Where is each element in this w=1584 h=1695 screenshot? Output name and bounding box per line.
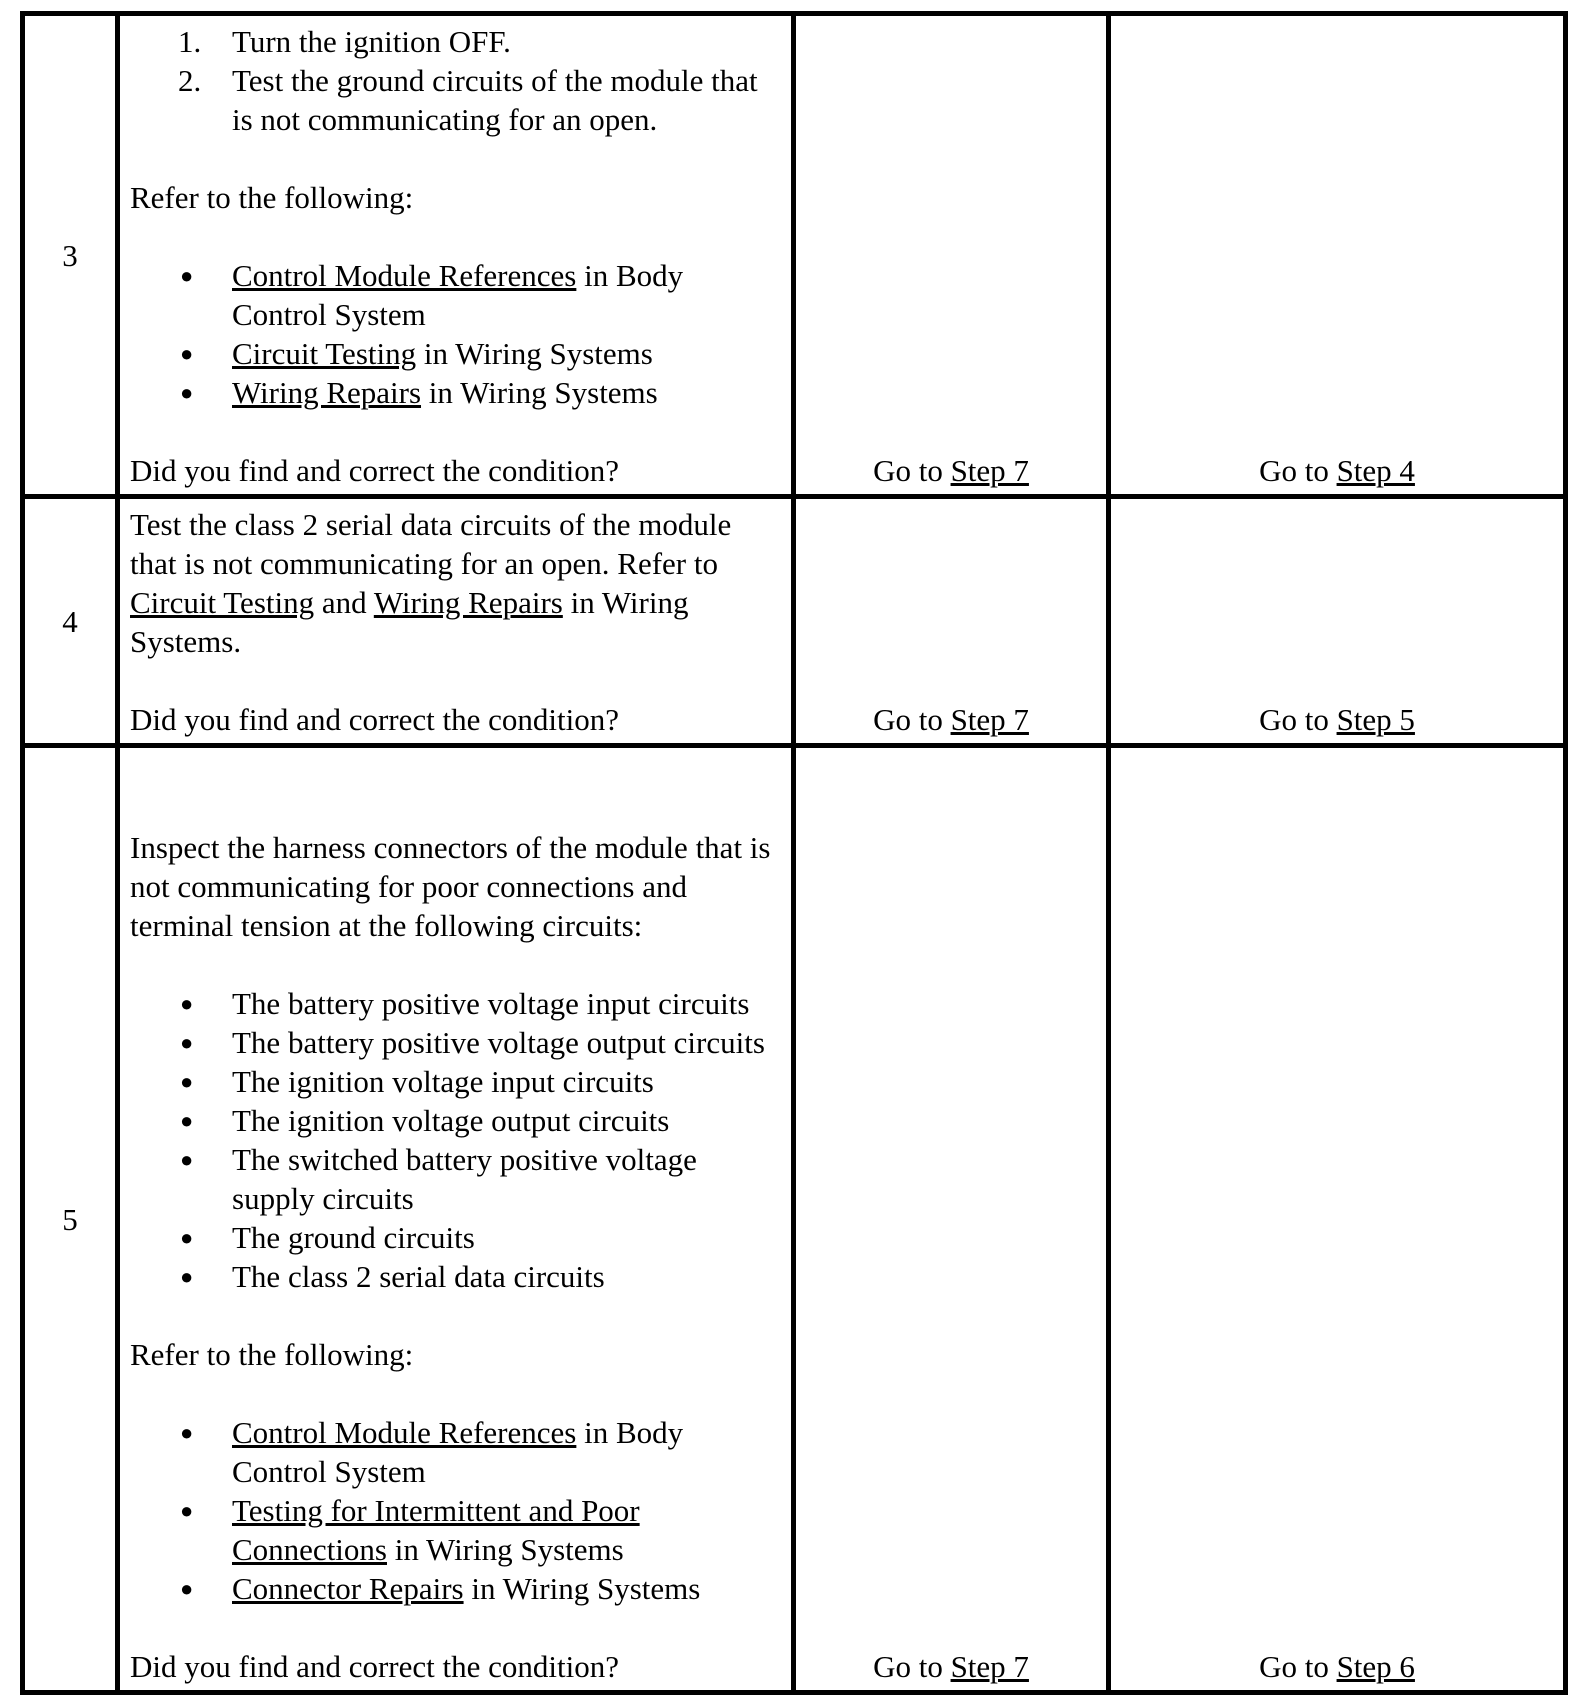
reference-link[interactable]: Wiring Repairs	[232, 375, 422, 410]
list-item: ● The ignition voltage input circuits	[180, 1064, 654, 1099]
reference-link[interactable]: Connector Repairs	[232, 1571, 464, 1606]
yes-result: Go to Step 7	[794, 14, 1109, 497]
list-item: ● Circuit Testing in Wiring Systems	[180, 336, 653, 371]
list-item: ● Wiring Repairs in Wiring Systems	[180, 375, 658, 410]
no-result: Go to Step 6	[1109, 746, 1566, 1693]
list-item: ● The battery positive voltage input circuits	[180, 986, 750, 1021]
yes-result: Go to Step 7	[794, 497, 1109, 746]
question-text: Did you find and correct the condition?	[130, 1649, 619, 1684]
list-item: ● Control Module References in Body Control System	[180, 258, 684, 332]
step-number: 4	[23, 497, 118, 746]
no-result: Go to Step 4	[1109, 14, 1566, 497]
step-action	[118, 497, 794, 746]
yes-result: Go to Step 7	[794, 746, 1109, 1693]
step-link[interactable]: Step 7	[950, 453, 1029, 488]
reference-list	[130, 256, 785, 412]
step-link[interactable]: Step 4	[1336, 453, 1415, 488]
question-text: Did you find and correct the condition?	[130, 453, 619, 488]
step-row-3	[23, 14, 1566, 497]
list-item: ● The ground circuits	[180, 1220, 475, 1255]
step-action	[118, 746, 794, 1693]
list-item: 2. Test the ground circuits of the module that is not communicating for an open.	[178, 63, 758, 137]
step-number: 3	[23, 14, 118, 497]
intro-text: Inspect the harness connectors of the module that is not communicating for poor connections and terminal tension at the following circuits:	[130, 830, 771, 943]
reference-link[interactable]: Wiring Repairs	[373, 585, 563, 620]
list-item: ● The switched battery positive voltage supply circuits	[180, 1142, 697, 1216]
numbered-list	[130, 22, 785, 139]
list-item: 1. Turn the ignition OFF.	[178, 24, 511, 59]
list-item: ● Testing for Intermittent and Poor Connections in Wiring Systems	[180, 1493, 640, 1567]
circuit-list	[130, 984, 785, 1296]
list-item: ● Control Module References in Body Control System	[180, 1415, 684, 1489]
step-link[interactable]: Step 7	[950, 1649, 1029, 1684]
list-item: ● The class 2 serial data circuits	[180, 1259, 605, 1294]
refer-text: Refer to the following:	[130, 180, 414, 215]
reference-link[interactable]: Control Module References	[232, 1415, 577, 1450]
action-text: Test the class 2 serial data circuits of the module that is not communicating for an open. Refer to Circuit Testing and Wiring Repairs in Wiring Systems.	[130, 507, 732, 659]
reference-list	[130, 1413, 785, 1608]
step-link[interactable]: Step 7	[950, 702, 1029, 737]
reference-link[interactable]: Testing for Intermittent and Poor Connections	[232, 1493, 640, 1567]
step-link[interactable]: Step 5	[1336, 702, 1415, 737]
diagnostic-steps-table	[20, 11, 1568, 1695]
refer-text: Refer to the following:	[130, 1337, 414, 1372]
reference-link[interactable]: Control Module References	[232, 258, 577, 293]
list-item: ● Connector Repairs in Wiring Systems	[180, 1571, 701, 1606]
step-link[interactable]: Step 6	[1336, 1649, 1415, 1684]
step-row-4	[23, 497, 1566, 746]
reference-link[interactable]: Circuit Testing	[232, 336, 417, 371]
list-item: ● The battery positive voltage output circuits	[180, 1025, 765, 1060]
step-row-5	[23, 746, 1566, 1693]
step-number: 5	[23, 746, 118, 1693]
step-action	[118, 14, 794, 497]
question-text: Did you find and correct the condition?	[130, 702, 619, 737]
reference-link[interactable]: Circuit Testing	[130, 585, 315, 620]
list-item: ● The ignition voltage output circuits	[180, 1103, 670, 1138]
no-result: Go to Step 5	[1109, 497, 1566, 746]
